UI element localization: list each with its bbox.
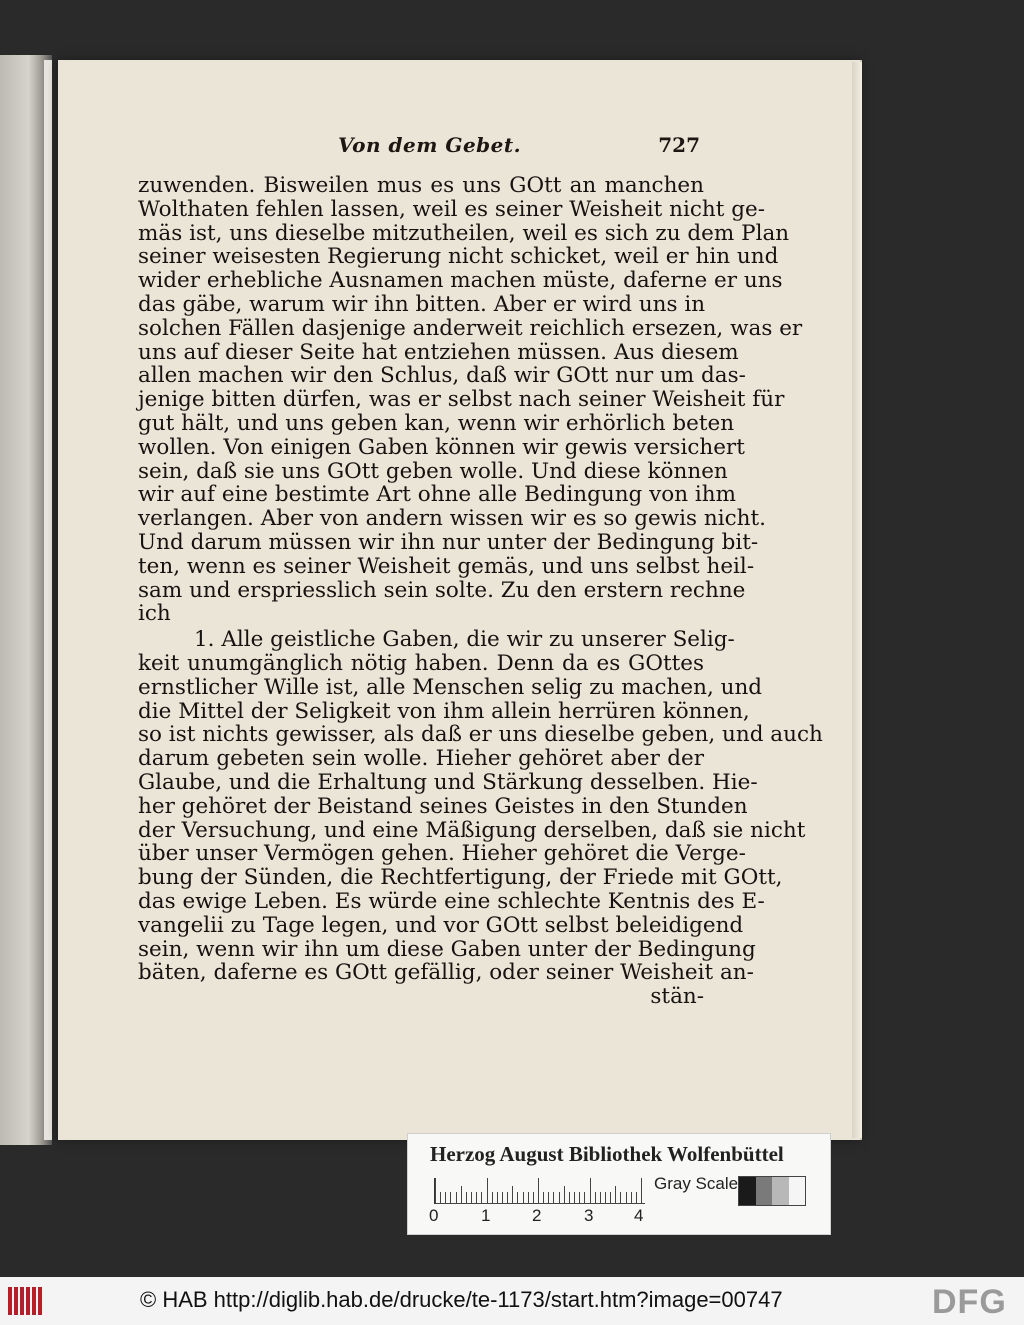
ruler-tick [492, 1192, 493, 1204]
ruler-tick [620, 1192, 621, 1204]
page-running-title: Von dem Gebet. [338, 133, 522, 157]
text-line: wider erhebliche Ausnamen machen müste, daferne er uns [138, 268, 783, 294]
text-line: darum gebeten sein wolle. Hieher gehöret aber der [138, 746, 704, 772]
gray-swatch [756, 1177, 773, 1205]
ruler-tick [533, 1192, 534, 1204]
text-line: sam und erspriesslich sein solte. Zu den erstern rechne [138, 577, 746, 603]
ruler-tick [636, 1192, 637, 1204]
gray-scale-label: Gray Scale [654, 1174, 739, 1193]
ruler-tick [461, 1186, 462, 1204]
ruler-tick [481, 1192, 482, 1204]
ruler-tick [605, 1192, 606, 1204]
ruler-tick [548, 1192, 549, 1204]
ruler-tick [569, 1192, 570, 1204]
ruler-tick [507, 1192, 508, 1204]
text-line: gut hält, und uns geben kan, wenn wir erhörlich beten [138, 410, 735, 436]
text-line: Wolthaten fehlen lassen, weil es seiner Weisheit nicht ge- [138, 196, 765, 222]
ruler-tick [445, 1192, 446, 1204]
hab-logo-icon [8, 1287, 42, 1315]
text-line: wollen. Von einigen Gaben können wir gewis versichert [138, 434, 745, 460]
ruler-tick [574, 1192, 575, 1204]
gray-swatch [739, 1177, 756, 1205]
ruler-number: 2 [532, 1206, 542, 1225]
text-line: sein, daß sie uns GOtt geben wolle. Und diese können [138, 458, 728, 484]
gray-scale-swatches [738, 1176, 806, 1206]
ruler-tick [631, 1192, 632, 1204]
ruler-tick [456, 1192, 457, 1204]
ruler-tick [590, 1178, 591, 1204]
text-line: solchen Fällen dasjenige anderweit reichlich ersezen, was er [138, 315, 803, 341]
text-line: so ist nichts gewisser, als daß er uns dieselbe geben, und auch [138, 722, 823, 748]
ruler-number: 4 [634, 1206, 644, 1225]
footer-bar [0, 1277, 1024, 1325]
ruler-tick [579, 1192, 580, 1204]
ruler-number: 1 [481, 1206, 491, 1225]
text-line: vangelii zu Tage legen, und vor GOtt selbst beleidigend [138, 912, 744, 938]
text-line: 1. Alle geistliche Gaben, die wir zu unserer Selig- [194, 627, 735, 653]
ruler-tick [641, 1178, 642, 1204]
text-line: das gäbe, warum wir ihn bitten. Aber er wird uns in [138, 291, 706, 317]
ruler-tick [528, 1192, 529, 1204]
library-name: Herzog August Bibliothek Wolfenbüttel [430, 1142, 784, 1166]
ruler-tick [517, 1192, 518, 1204]
text-line: ernstlicher Wille ist, alle Menschen selig zu machen, und [138, 674, 763, 700]
text-line: ten, wenn es seiner Weisheit gemäs, und uns selbst heil- [138, 553, 755, 579]
text-line: seiner weisesten Regierung nicht schicket, weil er hin und [138, 244, 779, 270]
ruler-tick [435, 1178, 436, 1204]
previous-page-edge [44, 60, 52, 1140]
gray-swatch [772, 1177, 789, 1205]
ruler-tick [476, 1192, 477, 1204]
text-line: her gehöret der Beistand seines Geistes in den Stunden [138, 793, 748, 819]
ruler-tick [487, 1178, 488, 1204]
library-color-card [407, 1133, 831, 1235]
text-line: zuwenden. Bisweilen mus es uns GOtt an manchen [138, 173, 704, 198]
ruler-tick [543, 1192, 544, 1204]
text-line: der Versuchung, und eine Mäßigung derselben, daß sie nicht [138, 817, 806, 843]
ruler-tick [466, 1192, 467, 1204]
ruler-tick [440, 1192, 441, 1204]
ruler-tick [523, 1192, 524, 1204]
ruler-number: 3 [584, 1206, 594, 1225]
text-line: das ewige Leben. Es würde eine schlechte Kentnis des E- [138, 888, 765, 914]
ruler-tick [600, 1192, 601, 1204]
text-line: über unser Vermögen gehen. Hieher gehöret die Verge- [138, 841, 746, 867]
page-edge [852, 62, 862, 1138]
text-line: ich [138, 601, 171, 627]
ruler-tick [584, 1192, 585, 1204]
text-line: sein, wenn wir ihn um diese Gaben unter der Bedingung [138, 936, 756, 962]
ruler-tick [450, 1192, 451, 1204]
copyright-url[interactable]: © HAB http://diglib.hab.de/drucke/te-1173/start.htm?image=00747 [140, 1287, 783, 1312]
text-line: verlangen. Aber von andern wissen wir es so gewis nicht. [138, 506, 766, 532]
ruler-tick [471, 1192, 472, 1204]
ruler-tick [502, 1192, 503, 1204]
ruler-tick [559, 1192, 560, 1204]
text-line: uns auf dieser Seite hat entziehen müssen. Aus diesem [138, 339, 739, 365]
text-line: Glaube, und die Erhaltung und Stärkung desselben. Hie- [138, 769, 758, 795]
ruler-number: 0 [429, 1206, 439, 1225]
ruler-tick [595, 1192, 596, 1204]
scale-ruler [434, 1178, 645, 1204]
ruler-tick [512, 1186, 513, 1204]
text-line: bäten, daferne es GOtt gefällig, oder seiner Weisheit an- [138, 960, 754, 986]
ruler-tick [553, 1192, 554, 1204]
text-line: die Mittel der Seligkeit von ihm allein herrüren können, [138, 698, 750, 724]
text-line: wir auf eine bestimte Art ohne alle Bedingung von ihm [138, 482, 737, 508]
text-line: jenige bitten dürfen, was er selbst nach seiner Weisheit für [138, 387, 785, 413]
dfg-logo: DFG [932, 1283, 1007, 1321]
ruler-tick [610, 1192, 611, 1204]
ruler-tick [615, 1186, 616, 1204]
body-text [138, 173, 823, 1010]
ruler-tick [538, 1178, 539, 1204]
text-line: bung der Sünden, die Rechtfertigung, der Friede mit GOtt, [138, 865, 783, 891]
text-line: stän- [650, 984, 704, 1010]
text-line: keit unumgänglich nötig haben. Denn da es GOttes [138, 650, 704, 676]
running-head [140, 133, 700, 163]
ruler-tick [564, 1186, 565, 1204]
text-line: allen machen wir den Schlus, daß wir GOtt nur um das- [138, 363, 746, 389]
ruler-tick [497, 1192, 498, 1204]
ruler-tick [626, 1192, 627, 1204]
page-number: 727 [658, 133, 700, 157]
text-line: Und darum müssen wir ihn nur unter der Bedingung bit- [138, 529, 759, 555]
text-line: mäs ist, uns dieselbe mitzutheilen, weil es sich zu dem Plan [138, 220, 790, 246]
gray-swatch [789, 1177, 806, 1205]
